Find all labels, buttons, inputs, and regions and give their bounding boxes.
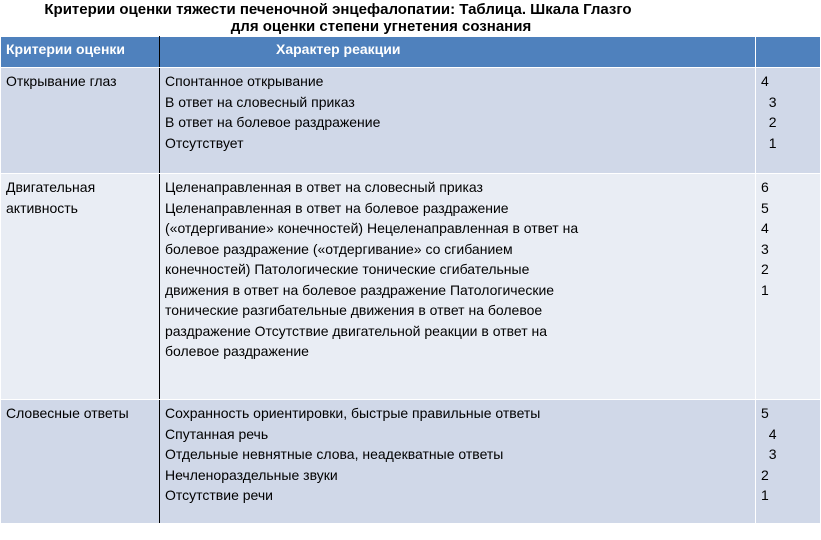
responses-cell [160, 68, 756, 174]
score-value: 1 [761, 487, 769, 503]
score-value: 2 [761, 114, 777, 130]
response-line: Сохранность ориентировки, быстрые правильные ответы [165, 405, 541, 421]
score-value: 1 [761, 134, 777, 151]
response-line: движения в ответ на болевое раздражение Патологические [165, 281, 555, 298]
scores-cell [756, 400, 821, 524]
table-row-eyes [1, 68, 821, 174]
criterion-label: активность [6, 199, 78, 216]
score-value: 3 [761, 446, 777, 462]
response-line: Отсутствует [165, 134, 244, 151]
response-line: Отсутствие речи [165, 487, 273, 503]
score-value: 4 [761, 220, 769, 236]
criterion-label: Словесные ответы [6, 405, 129, 421]
score-value: 4 [761, 73, 769, 89]
response-line: тонические разгибательные движения в ответ на болевое [165, 302, 543, 318]
scores-cell [756, 174, 821, 400]
scores-cell [756, 68, 821, 174]
response-line: Нечленораздельные звуки [165, 466, 338, 483]
response-line: Целенаправленная в ответ на словесный приказ [165, 179, 483, 195]
response-line: болевое раздражение («отдергивание» со сгибанием [165, 240, 513, 257]
response-line: («отдергивание» конечностей) Нецеленаправленная в ответ на [165, 220, 579, 236]
responses-cell [160, 174, 756, 400]
response-line: В ответ на словесный приказ [165, 93, 355, 110]
header-response: Характер реакции [160, 37, 756, 68]
response-line: Целенаправленная в ответ на болевое раздражение [165, 199, 509, 216]
response-line: конечностей) Патологические тонические сгибательные [165, 261, 530, 277]
table-row-motor [1, 174, 821, 400]
glasgow-scale-table [0, 36, 821, 524]
response-line: болевое раздражение [165, 343, 309, 359]
criterion-cell [1, 400, 160, 524]
response-line: Отдельные невнятные слова, неадекватные ответы [165, 446, 504, 462]
score-value: 3 [761, 93, 777, 110]
score-value: 2 [761, 466, 769, 483]
responses-cell [160, 400, 756, 524]
score-value: 5 [761, 199, 769, 216]
score-value: 1 [761, 281, 769, 298]
score-value: 4 [761, 425, 777, 442]
response-line: раздражение Отсутствие двигательной реакции в ответ на [165, 322, 548, 339]
score-value: 2 [761, 261, 769, 277]
response-line: Спутанная речь [165, 425, 269, 442]
header-criteria: Критерии оценки [1, 37, 160, 68]
response-line: В ответ на болевое раздражение [165, 114, 381, 130]
header-score [756, 37, 821, 68]
page-title [0, 0, 720, 36]
score-value: 3 [761, 240, 769, 257]
title-line-1: Критерии оценки тяжести печеночной энцефалопатии: Таблица. Шкала Глазго [44, 1, 632, 18]
title-line-2: для оценки степени угнетения сознания [230, 18, 532, 35]
score-value: 6 [761, 179, 769, 195]
score-value: 5 [761, 405, 769, 421]
table-row-verbal [1, 400, 821, 524]
criterion-label: Открывание глаз [6, 73, 117, 89]
table-header-row [1, 37, 821, 68]
criterion-label: Двигательная [6, 179, 96, 195]
criterion-cell [1, 174, 160, 400]
response-line: Спонтанное открывание [165, 73, 324, 89]
criterion-cell [1, 68, 160, 174]
